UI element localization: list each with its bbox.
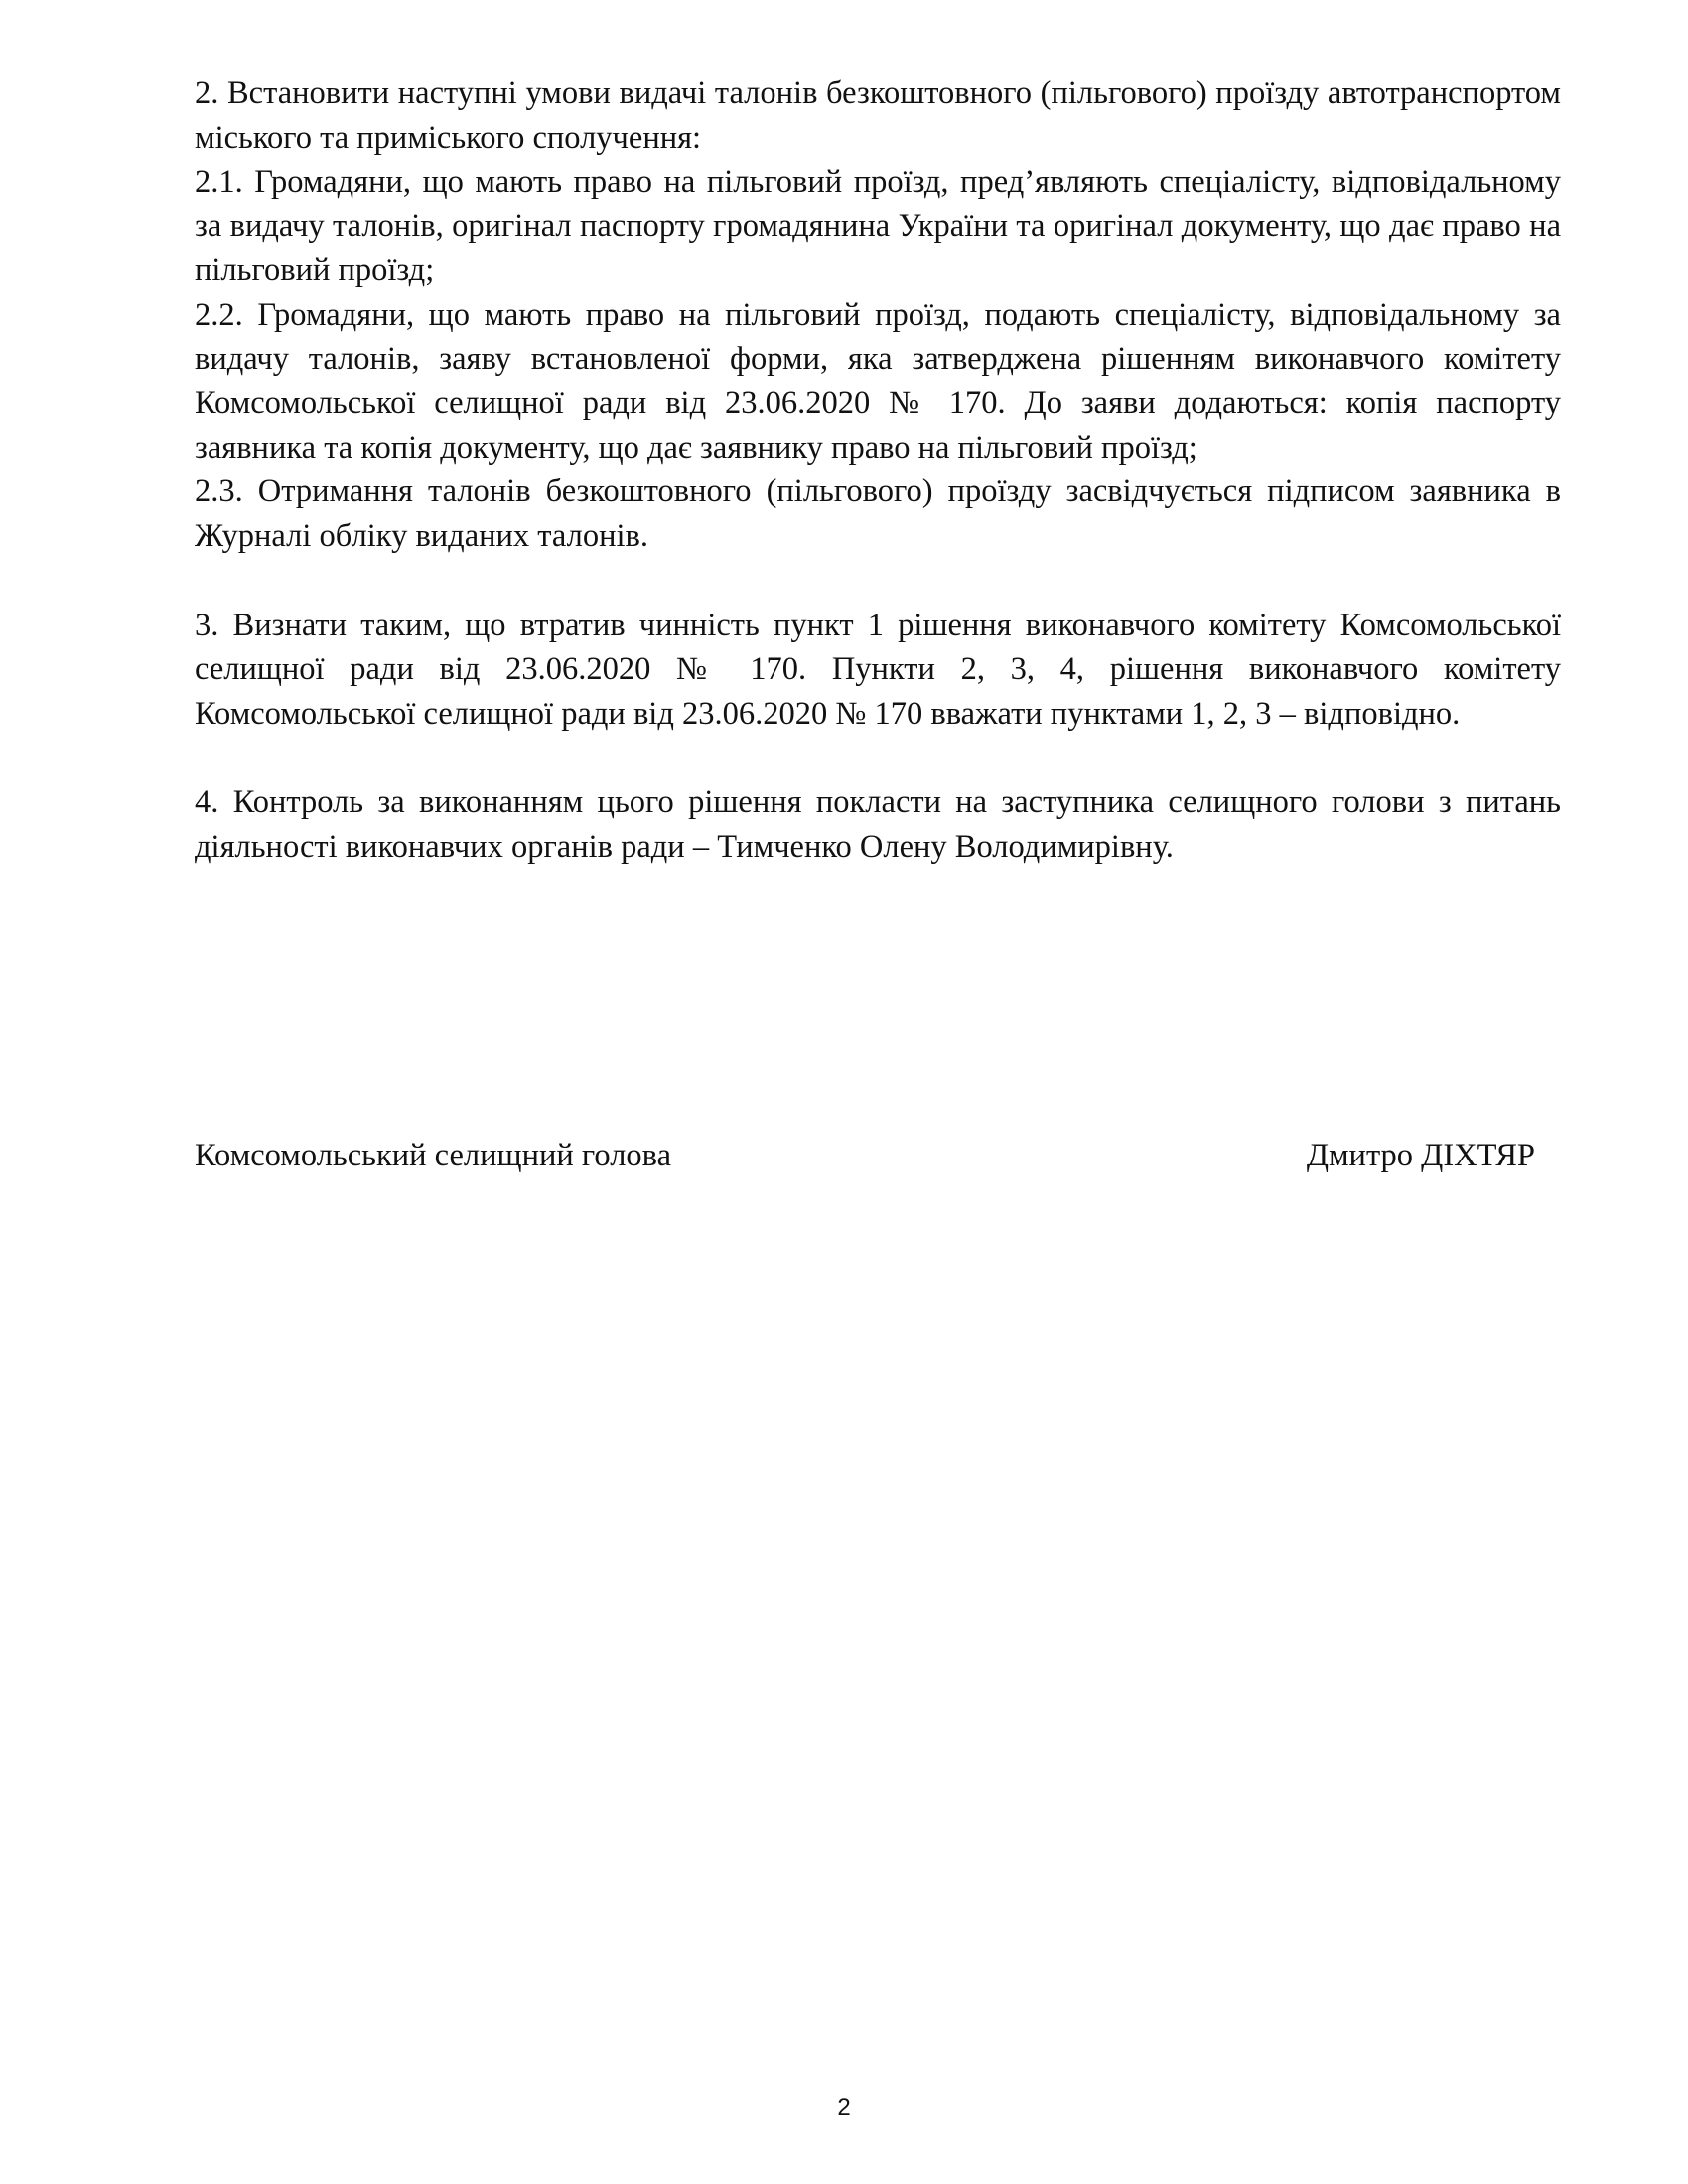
signatory-position: Комсомольський селищний голова	[195, 1138, 672, 1173]
section-2-item-3: 2.3. Отримання талонів безкоштовного (пільгового) проїзду засвідчується підписом заявника в Журналі обліку виданих талонів.	[195, 474, 1561, 554]
signature-block	[195, 1134, 1535, 1177]
paragraph-spacer	[195, 559, 1561, 604]
section-3: 3. Визнати таким, що втратив чинність пункт 1 рішення виконавчого комітету Комсомольської селищної ради від 23.06.2020 № 170. Пункти 2, 3, 4, рішення виконавчого комітету Комсомольської селищної ради від 23.06.2020 № 170 вважати пунктами 1, 2, 3 – відповідно.	[195, 607, 1561, 732]
document-body	[195, 71, 1561, 870]
section-2-item-1: 2.1. Громадяни, що мають право на пільговий проїзд, пред’являють спеціалісту, відповідальному за видачу талонів, оригінал паспорту громадянина України та оригінал документу, що дає право на пільговий проїзд;	[195, 164, 1561, 289]
section-2-intro: 2. Встановити наступні умови видачі талонів безкоштовного (пільгового) проїзду автотранспортом міського та приміського сполучення:	[195, 75, 1561, 156]
signatory-name: Дмитро ДІХТЯР	[1306, 1138, 1535, 1173]
section-4: 4. Контроль за виконанням цього рішення покласти на заступника селищного голови з питань діяльності виконавчих органів ради – Тимченко Олену Володимирівну.	[195, 784, 1561, 865]
page-number: 2	[837, 2094, 851, 2120]
paragraph-spacer	[195, 736, 1561, 780]
section-2-item-2: 2.2. Громадяни, що мають право на пільговий проїзд, подають спеціалісту, відповідальному за видачу талонів, заяву встановленої форми, яка затверджена рішенням виконавчого комітету Комсомольської селищної ради від 23.06.2020 № 170. До заяви додаються: копія паспорту заявника та копія документу, що дає заявнику право на пільговий проїзд;	[195, 296, 1561, 466]
